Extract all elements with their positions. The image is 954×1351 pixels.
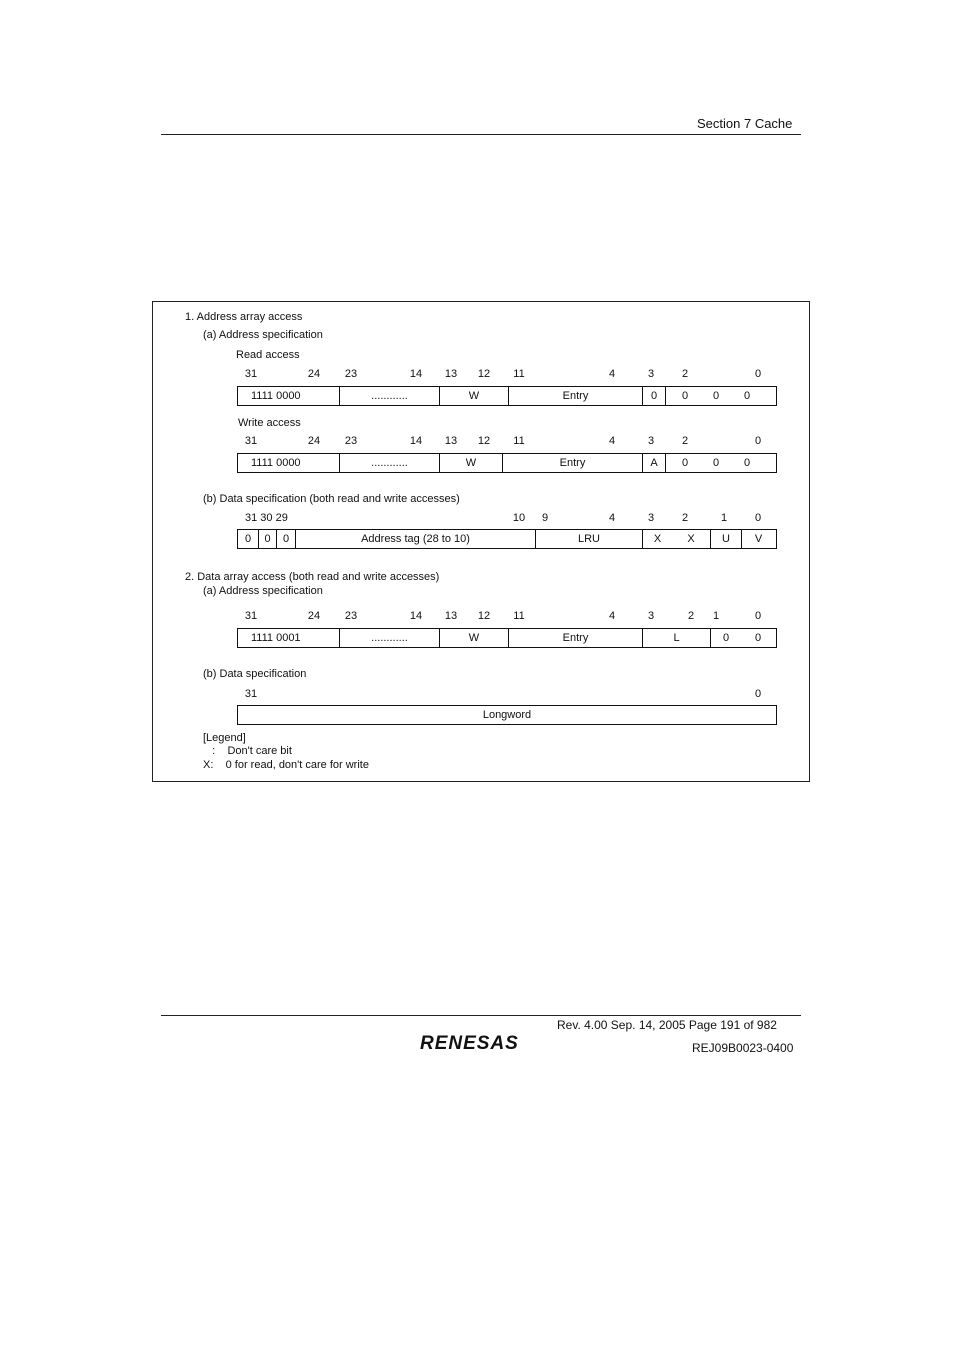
legend-dont-care: : Don't care bit	[203, 745, 292, 757]
document-id: REJ09B0023-0400	[692, 1041, 794, 1055]
bit-number: 10	[512, 512, 526, 524]
bit-number: 24	[307, 435, 321, 447]
bit-number: 2	[681, 368, 689, 380]
bit-number: 4	[608, 610, 616, 622]
bit-number: 31	[244, 610, 258, 622]
bit-number: 31	[244, 435, 258, 447]
field-u-bit: U	[710, 530, 741, 548]
legend-title: [Legend]	[203, 732, 246, 744]
bit-number: 12	[477, 610, 491, 622]
header-rule	[161, 134, 801, 135]
field-address-tag: Address tag (28 to 10)	[295, 530, 535, 548]
field-fixed-bits: 1111 0001	[251, 632, 301, 644]
bit-number: 1	[712, 610, 720, 622]
bit-number: 12	[477, 435, 491, 447]
item1-title: 1. Address array access	[185, 311, 303, 323]
bit-number: 11	[513, 435, 525, 447]
item1-a-label: (a) Address specification	[203, 329, 323, 341]
field-dont-care: ............	[339, 387, 439, 405]
field-way: W	[439, 629, 508, 647]
write-address-register	[237, 453, 777, 473]
field-v-bit: V	[741, 530, 775, 548]
field-zero: 0	[712, 390, 720, 402]
field-longword: L	[642, 629, 710, 647]
bit-number: 14	[409, 435, 423, 447]
item2-title: 2. Data array access (both read and write accesses)	[185, 571, 440, 583]
field-a-bit: A	[642, 454, 666, 472]
field-zero: 0	[681, 390, 689, 402]
field-entry: Entry	[508, 629, 642, 647]
data-array-data-register	[237, 705, 777, 725]
field-fixed-bits: 1111 0000	[251, 390, 301, 402]
bit-number: 3	[647, 610, 655, 622]
bit-number: 14	[409, 368, 423, 380]
field-longword-data: Longword	[482, 709, 532, 721]
field-entry: Entry	[502, 454, 642, 472]
bit-number: 0	[754, 688, 762, 700]
bit-number: 2	[687, 610, 695, 622]
field-zero: 0	[743, 457, 751, 469]
bit-number: 3	[647, 368, 655, 380]
revision-info: Rev. 4.00 Sep. 14, 2005 Page 191 of 982	[557, 1018, 777, 1032]
bit-number: 0	[754, 512, 762, 524]
bit-number: 4	[608, 368, 616, 380]
field-way: W	[439, 387, 508, 405]
cache-access-figure	[152, 301, 810, 782]
bit-number: 12	[477, 368, 491, 380]
bit-number: 24	[307, 610, 321, 622]
field-x-bit: X	[642, 530, 672, 548]
item2-b-label: (b) Data specification	[203, 668, 307, 680]
read-address-register	[237, 386, 777, 406]
address-array-data-register	[237, 529, 777, 549]
bit-number: 3	[647, 512, 655, 524]
legend-x-bit: X: 0 for read, don't care for write	[203, 759, 369, 771]
field-zero: 0	[244, 533, 252, 545]
bit-number: 11	[513, 368, 525, 380]
bit-number: 4	[608, 435, 616, 447]
bit-number: 1	[720, 512, 728, 524]
footer-rule	[161, 1015, 801, 1016]
field-dont-care: ............	[339, 454, 439, 472]
field-way: W	[439, 454, 502, 472]
field-zero: 0	[258, 530, 276, 548]
field-zero: 0	[743, 390, 751, 402]
bit-number: 23	[344, 368, 358, 380]
bit-number: 23	[344, 610, 358, 622]
renesas-logo	[420, 1031, 544, 1058]
bit-number: 14	[409, 610, 423, 622]
bit-number: 31	[244, 368, 258, 380]
bit-number: 24	[307, 368, 321, 380]
field-entry: Entry	[508, 387, 642, 405]
section-header: Section 7 Cache	[697, 116, 793, 131]
bit-number: 31 30 29	[245, 512, 288, 524]
field-a-bit: 0	[642, 387, 666, 405]
field-x-bit: X	[687, 533, 695, 545]
field-lru: LRU	[535, 530, 642, 548]
bit-number: 13	[444, 435, 458, 447]
bit-number: 0	[754, 368, 762, 380]
bit-number: 13	[444, 610, 458, 622]
bit-number: 0	[754, 435, 762, 447]
read-access-label: Read access	[236, 349, 300, 361]
svg-text:RENESAS: RENESAS	[420, 1033, 519, 1053]
bit-number: 31	[244, 688, 258, 700]
field-zero: 0	[681, 457, 689, 469]
field-zero: 0	[710, 629, 741, 647]
bit-number: 2	[681, 435, 689, 447]
write-access-label: Write access	[238, 417, 301, 429]
field-fixed-bits: 1111 0000	[251, 457, 301, 469]
data-array-address-register	[237, 628, 777, 648]
bit-number: 3	[647, 435, 655, 447]
bit-number: 23	[344, 435, 358, 447]
field-zero: 0	[276, 530, 295, 548]
bit-number: 13	[444, 368, 458, 380]
bit-number: 2	[681, 512, 689, 524]
bit-number: 0	[754, 610, 762, 622]
bit-number: 9	[541, 512, 549, 524]
item2-a-label: (a) Address specification	[203, 585, 323, 597]
bit-number: 11	[513, 610, 525, 622]
item1-b-label: (b) Data specification (both read and write accesses)	[203, 493, 460, 505]
bit-number: 4	[608, 512, 616, 524]
field-dont-care: ............	[339, 629, 439, 647]
field-zero: 0	[712, 457, 720, 469]
field-zero: 0	[754, 632, 762, 644]
